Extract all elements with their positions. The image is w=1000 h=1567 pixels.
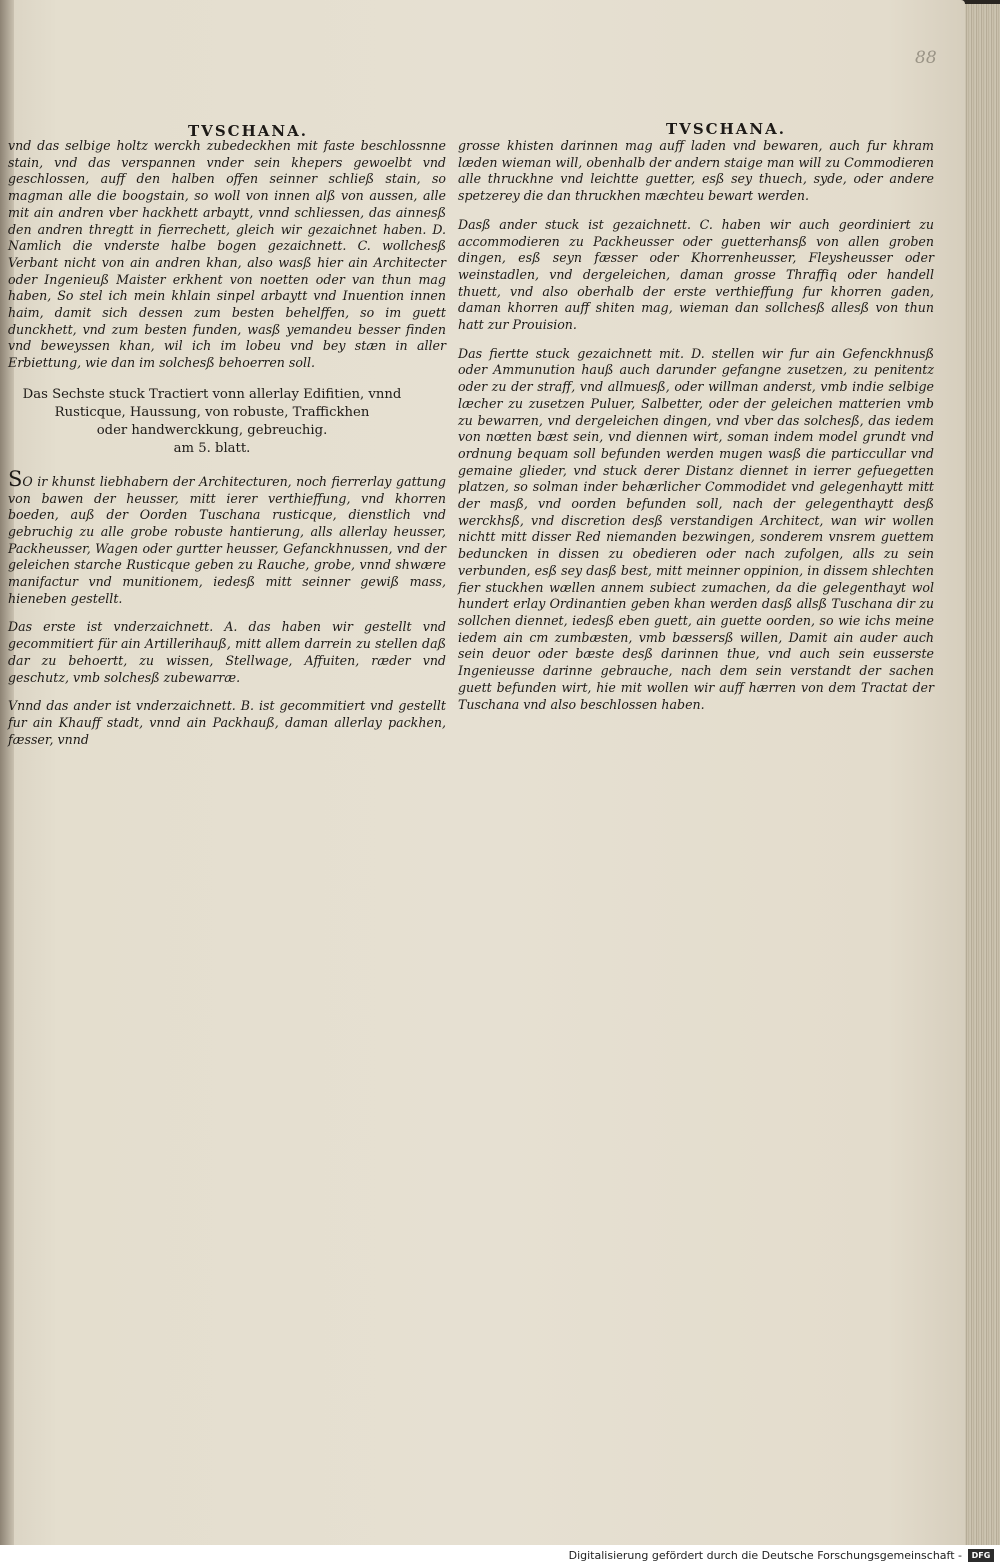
running-head-right: TVSCHANA. — [666, 120, 786, 138]
paragraph: Dasß ander stuck ist gezaichnett. C. haben wir auch geordiniert zu accommodieren zu Packheusser oder guetterhansß von allen groben dingen, esß seyn fæsser oder Khorrenheusser, Fleysheusser oder weinstadlen, vnd dergeleichen, daman grosse Thraffiq oder handell thuett, vnd also oberhalb der erste verthieffung fur khorren gaden, daman khorren auff shiten mag, wieman dan sollchesß allesß von thun hatt zur Prouision. — [458, 216, 934, 333]
running-head-left: TVSCHANA. — [188, 122, 308, 140]
right-column — [458, 120, 934, 713]
paragraph: vnd das selbige holtz werckh zubedeckhen mit faste beschlossnne stain, vnd das verspannen vnder sein khepers gewoelbt vnd geschlossen, auff den halben offen seinner schließ stain, so magman alle die boogstain, so woll von innen alß von aussen, alle mit ain andren vber hackhett arbaytt, vnnd schliessen, das ainnesß den andren thregtt in fierrechett, gleich wir gezaichnet haben. D. Namlich die vnderste halbe bogen gezaichnett. C. wollchesß Verbant nicht von ain andren khan, also wasß hier ain Architecter oder Ingenieuß Maister erkhent von noetten oder van thun mag haben, So stel ich mein khlain sinpel arbaytt vnd Inuention innen haim, damit sich dessen zum besten behelffen, so im guett dunckhett, vnd zum besten funden, wasß yemandeu besser finden vnd beweyssen khan, wil ich im lobeu vnd bey stæn in aller Erbiettung, wie dan im solchesß behoerren soll. — [8, 138, 446, 371]
footer-bar — [0, 1545, 1000, 1567]
section-heading — [8, 386, 416, 458]
paragraph — [8, 466, 446, 608]
page-edges — [962, 4, 1000, 1545]
paragraph: Vnnd das ander ist vnderzaichnett. B. ist gecommitiert vnd gestellt fur ain Khauff stadt, vnnd ain Packhauß, daman allerlay packhen, fæsser, vnnd — [8, 698, 446, 747]
section-heading-line: oder handwerckkung, gebreuchig. — [96, 422, 328, 438]
dfg-logo: DFG — [968, 1549, 994, 1562]
paragraph: grosse khisten darinnen mag auff laden vnd bewaren, auch fur khram læden wieman will, obenhalb der andern staige man will zu Commodieren alle thruckhne vnd leichtte guetter, esß sey thuech, syde, oder andere spetzerey die dan thruckhen mæchteu bewart werden. — [458, 138, 934, 204]
paragraph: Das erste ist vnderzaichnett. A. das haben wir gestellt vnd gecommitiert für ain Artillerihauß, mitt allem darrein zu stellen daß dar zu behoertt, zu wissen, Stellwage, Affuiten, ræder vnd geschutz, vmb solchesß zubewarræ. — [8, 619, 446, 685]
section-heading-line: Das Sechste stuck Tractiert vonn allerlay Edifitien, vnnd — [22, 386, 402, 402]
drop-cap: S — [8, 466, 23, 491]
section-heading-line: am 5. blatt. — [173, 440, 251, 456]
folio-number: 88 — [915, 48, 937, 68]
left-column — [8, 122, 446, 748]
paragraph-text: O ir khunst liebhabern der Architecturen, noch fierrerlay gattung von bawen der heusser, mitt ierer verthieffung, vnd khorren boeden, auß der Oorden Tuschana rusticque, dienstlich vnd gebruchig zu alle grobe robuste hantierung, alls allerlay heusser, Packheusser, Wagen oder gurtter heusser, Gefanckhnussen, vnd der geleichen starche Rusticque geben zu Rauche, grobe, vnnd shwære manifactur vnd munitionem, iedesß mitt seinner gewiß mass, hieneben gestellt. — [8, 473, 446, 606]
section-heading-line: Rusticque, Haussung, von robuste, Traffickhen — [54, 404, 370, 420]
paragraph: Das fiertte stuck gezaichnett mit. D. stellen wir fur ain Gefenckhnusß oder Ammunution hauß auch darunder gefangne zusetzen, zu penitentz oder zu der straff, vnd allmuesß, oder willman anderst, vmb indie selbige læcher zu zusetzen Puluer, Salbetter, oder der geleichen matterien vmb zu bewarren, vnd dergeleichen dingen, vnd vber das solchesß, das iedem von nœtten bæst sein, vnd diennen wirt, soman indem model grundt vnd ordnung bequam soll befunden werden mugen wasß die particcullar vnd gemaine glieder, vnd stuck derer Distanz diennet in ierrer gefuegetten platzen, so solman inder behærlicher Commodidet vnd gelegenhaytt mitt der masß, vnd oorden befunden soll, nach der gelegenthaytt desß werckhsß, vnd discretion desß verstandigen Architect, wan wir wollen nichtt mitt disser Red niemanden bezwingen, sonderem vnsrem guettem beduncken in dissen zu obedieren oder nach zufolgen, alls zu sein verbunden, esß sey dasß best, mitt meinner oppinion, in dissem shlechten fier stuckhen wællen annem subiect zumachen, da die gelegenthayt wol hundert erlay Ordinantien geben khan werden dasß allsß Tuschana dir zu sollchen diennet, iedesß eben guett, ain guette oorden, so wie ichs meine iedem ain cm zumbæsten, vmb bæssersß willen, Damit ain auder auch sein deuor oder bæste desß darinnen thue, vnd auch sein eusserste Ingenieusse darinne gebrauche, nach dem sein verstandt der sachen guett befunden wirt, hie mit wollen wir auff hærren von dem Tractat der Tuschana vnd also beschlossen haben. — [458, 345, 934, 712]
funding-notice: Digitalisierung gefördert durch die Deutsche Forschungsgemeinschaft - — [568, 1549, 962, 1562]
